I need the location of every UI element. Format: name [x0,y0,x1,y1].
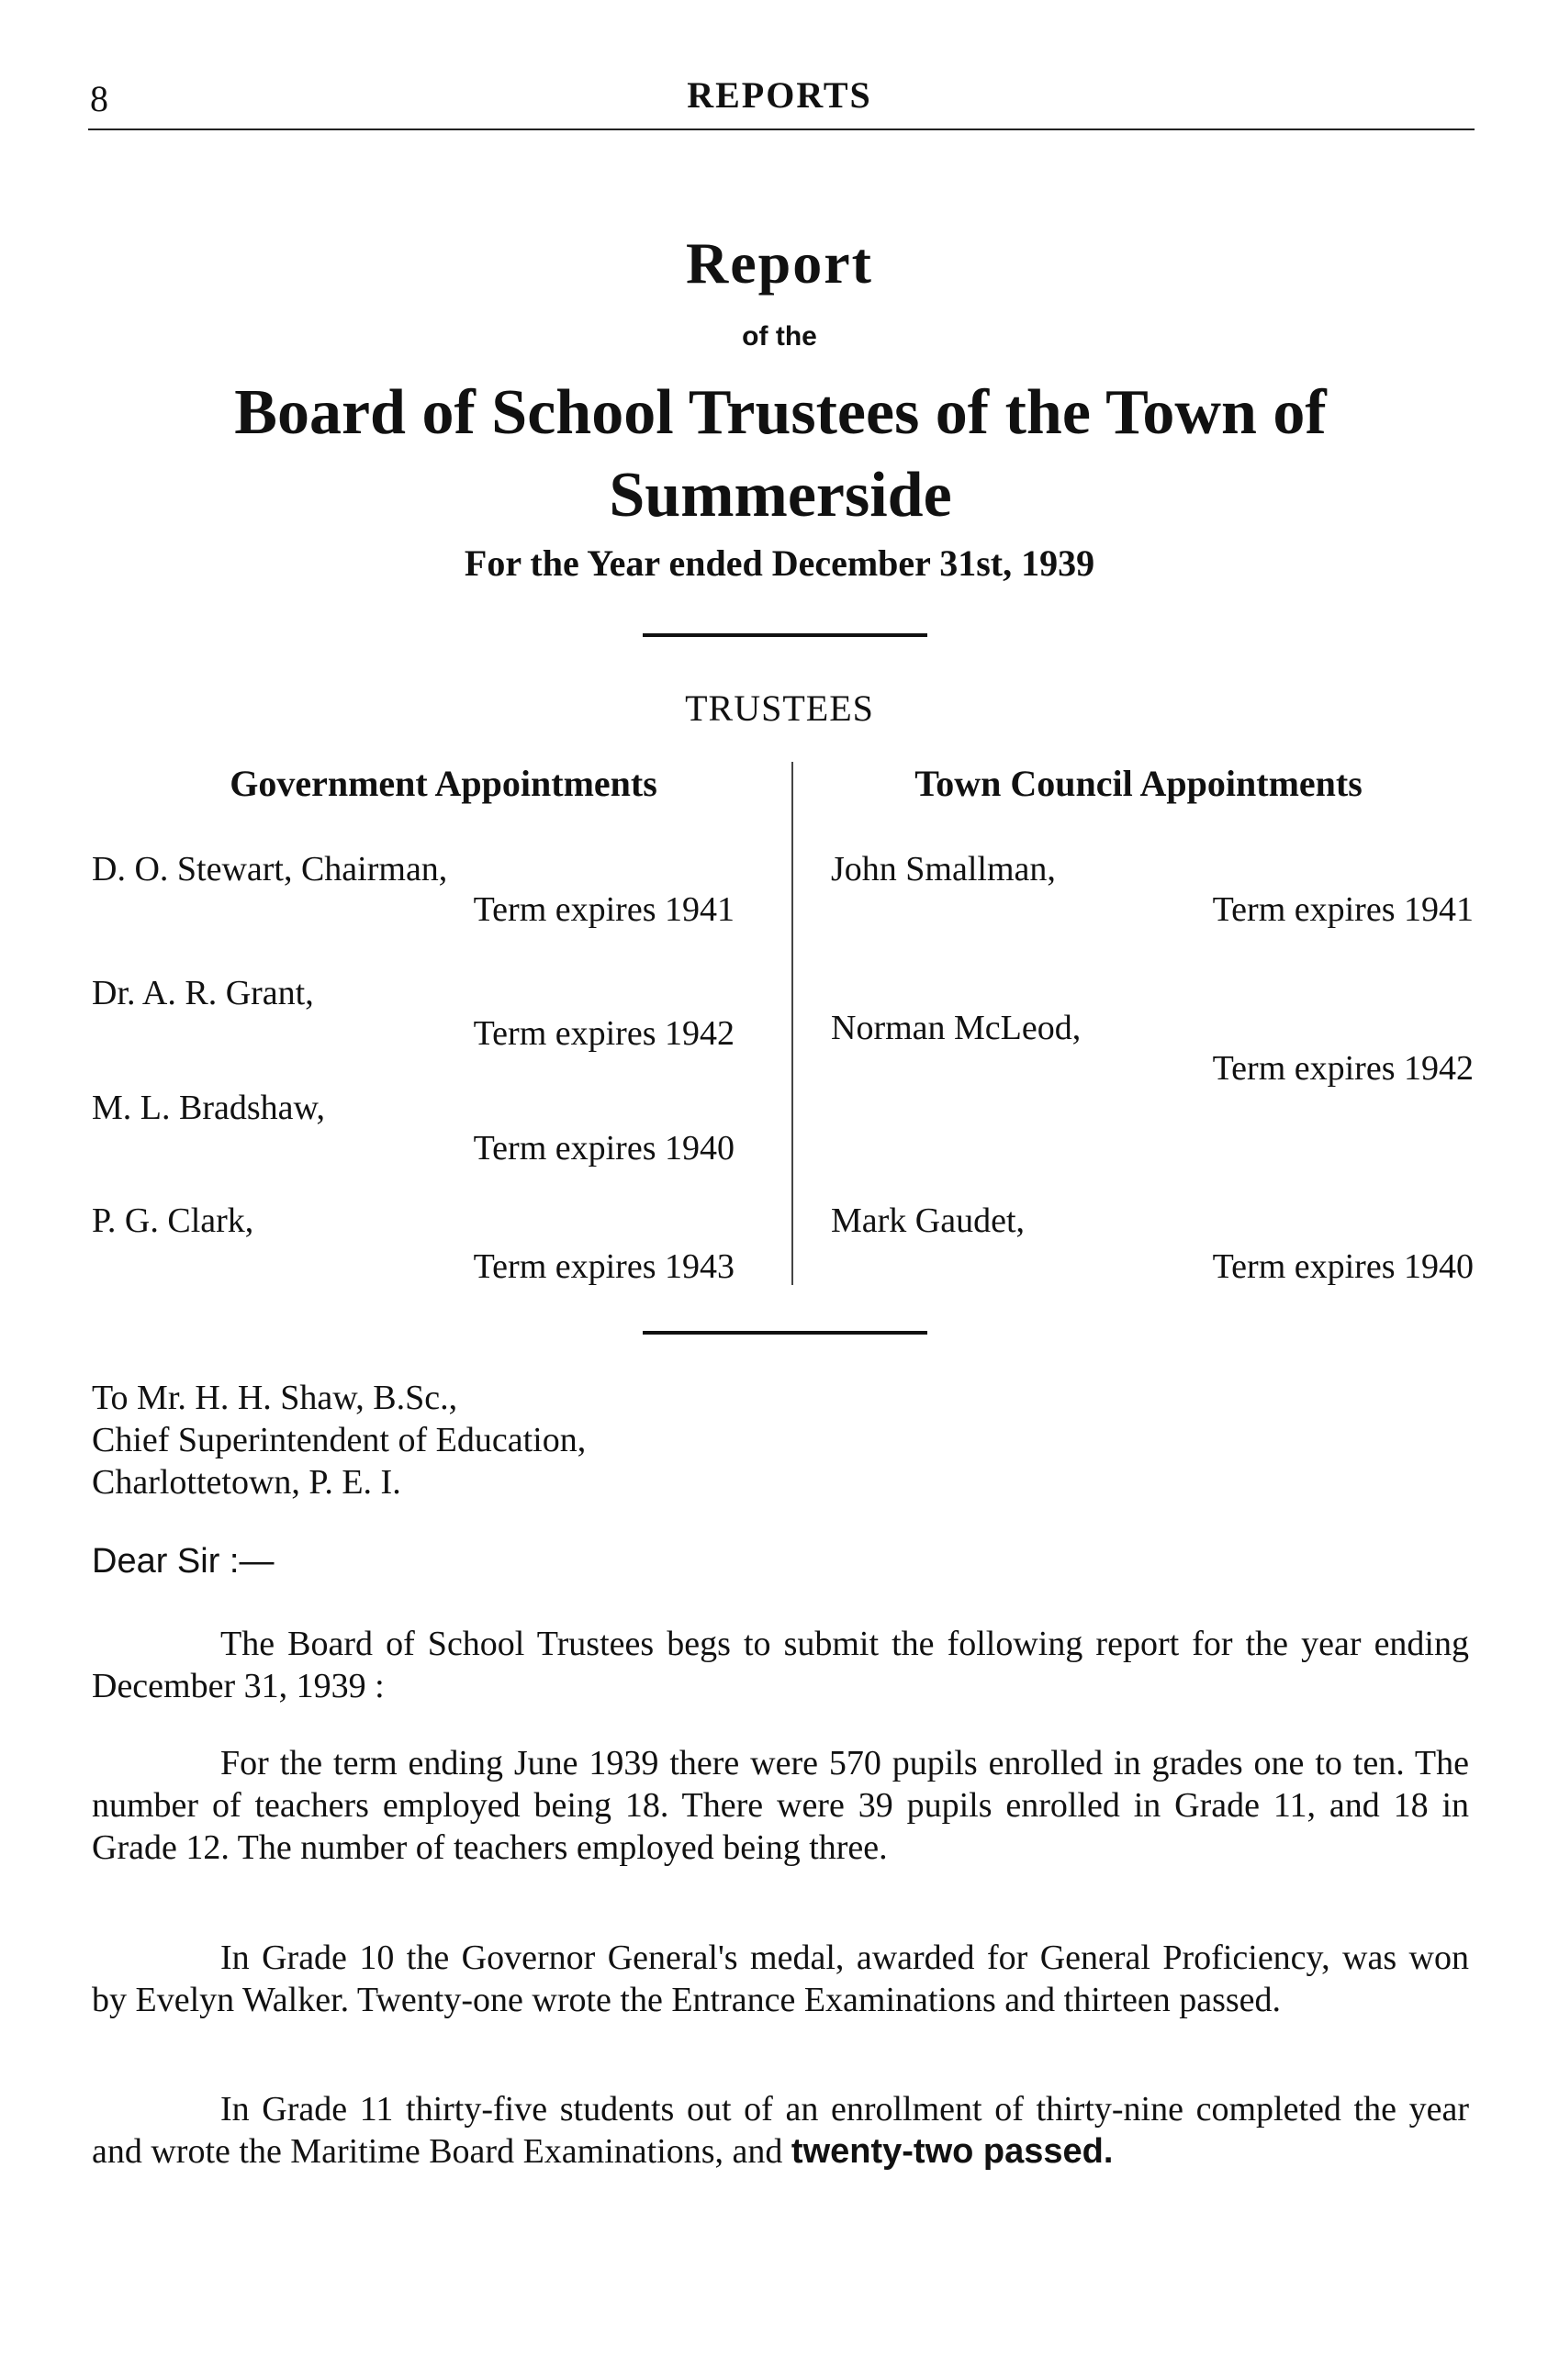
paragraph-bold-tail: twenty-two passed. [791,2132,1114,2171]
government-appointments-heading: Government Appointments [230,763,657,804]
trustee-name: Mark Gaudet, [831,1201,1026,1240]
report-subtitle-of-the: of the [742,321,817,352]
trustee-entry [92,1088,735,1168]
address-line: Charlottetown, P. E. I. [92,1463,401,1502]
running-title: REPORTS [687,74,872,116]
column-divider [791,762,793,1285]
address-line: To Mr. H. H. Shaw, B.Sc., [92,1379,458,1417]
salutation: Dear Sir :— [92,1542,275,1581]
trustee-name: Dr. A. R. Grant, [92,974,314,1012]
trustee-entry [92,849,735,930]
trustee-name: John Smallman, [831,850,1056,888]
body-paragraph [92,2088,1469,2173]
paragraph-text: In Grade 11 thirty-five students out of an enrollment of thirty-nine completed the year and wrote the Maritime Board Examinations, and [92,2090,1469,2171]
trustee-entry [92,1201,735,1287]
trustee-term: Term expires 1941 [1212,890,1474,929]
address-line: Chief Superintendent of Education, [92,1421,587,1459]
body-paragraph: In Grade 10 the Governor General's medal, awarded for General Proficiency, was won by Evelyn Walker. Twenty-one wrote the Entrance Examinations and thirteen passed. [92,1939,1469,2019]
trustee-entry [831,849,1474,930]
trustee-term: Term expires 1941 [473,890,735,929]
board-title: Board of School Trustees of the Town of Summerside [234,377,1327,531]
trustee-entry [831,1201,1474,1287]
trustee-entry [92,973,735,1054]
trustee-term: Term expires 1943 [473,1247,735,1286]
trustee-name: M. L. Bradshaw, [92,1089,325,1127]
header-rule [88,128,1475,130]
section-rule [643,1331,927,1335]
page-number: 8 [90,78,108,119]
trustee-name: D. O. Stewart, Chairman, [92,850,448,888]
trustee-term: Term expires 1940 [1212,1247,1474,1286]
trustee-name: Norman McLeod, [831,1009,1082,1047]
report-year-line: For the Year ended December 31st, 1939 [464,542,1095,584]
trustee-term: Term expires 1940 [473,1129,735,1168]
trustee-term: Term expires 1942 [1212,1049,1474,1088]
trustee-name: P. G. Clark, [92,1201,254,1240]
body-paragraph: For the term ending June 1939 there were 570 pupils enrolled in grades one to ten. The number of teachers employed being 18. There were 39 pupils enrolled in Grade 11, and 18 in Grade 12. The number of teachers employed being three. [92,1744,1469,1867]
recipient-address [92,1377,586,1503]
body-paragraph: The Board of School Trustees begs to submit the following report for the year ending December 31, 1939 : [92,1625,1469,1705]
trustee-entry [831,1008,1474,1089]
report-title: Report [686,230,873,296]
title-rule [643,633,927,637]
council-appointments-heading: Town Council Appointments [914,763,1363,804]
trustee-term: Term expires 1942 [473,1014,735,1053]
trustees-heading: TRUSTEES [685,687,874,729]
